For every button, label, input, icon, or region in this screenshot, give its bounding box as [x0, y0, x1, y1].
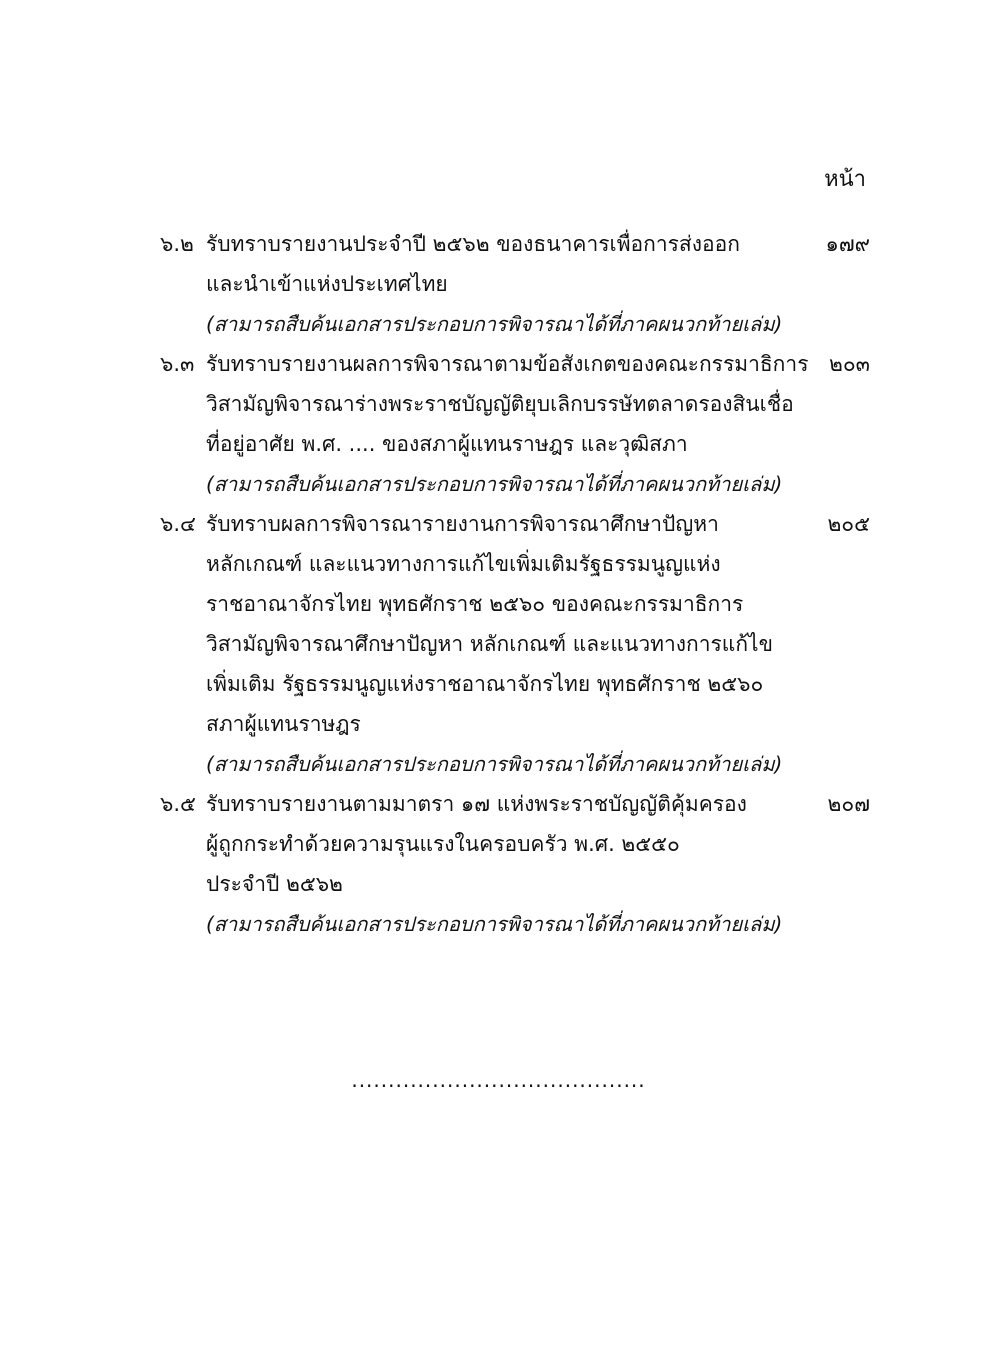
item-appendix-note: (สามารถสืบค้นเอกสารประกอบการพิจารณาได้ที่ภาคผนวกท้ายเล่ม): [206, 752, 783, 776]
item-title-line: รับทราบรายงานผลการพิจารณาตามข้อสังเกตของคณะกรรมาธิการ: [206, 352, 809, 376]
item-title-line: วิสามัญพิจารณาศึกษาปัญหา หลักเกณฑ์ และแนวทางการแก้ไข: [206, 632, 773, 656]
agenda-item-6-4: [160, 504, 870, 784]
item-title-line: ประจำปี ๒๕๖๒: [206, 872, 343, 896]
page-column-header: หน้า: [824, 167, 866, 192]
item-page-number: ๑๗๙: [825, 232, 870, 256]
item-title-line: วิสามัญพิจารณาร่างพระราชบัญญัติยุบเลิกบรรษัทตลาดรองสินเชื่อ: [206, 392, 794, 416]
item-title-line: เพิ่มเติม รัฐธรรมนูญแห่งราชอาณาจักรไทย พุทธศักราช ๒๕๖๐: [206, 672, 764, 696]
item-title-line: รับทราบรายงานประจำปี ๒๕๖๒ ของธนาคารเพื่อการส่งออก: [206, 232, 740, 256]
item-title-line: หลักเกณฑ์ และแนวทางการแก้ไขเพิ่มเติมรัฐธรรมนูญแห่ง: [206, 552, 721, 576]
item-title-line: สภาผู้แทนราษฎร: [206, 712, 361, 736]
item-page-number: ๒๐๕: [827, 512, 870, 536]
item-title-line: ราชอาณาจักรไทย พุทธศักราช ๒๕๖๐ ของคณะกรรมาธิการ: [206, 592, 744, 616]
agenda-item-6-5: [160, 784, 870, 944]
item-title-line: ที่อยู่อาศัย พ.ศ. .... ของสภาผู้แทนราษฎร และวุฒิสภา: [206, 432, 688, 456]
item-number: ๖.๔: [160, 512, 196, 536]
end-of-section-dots: ........................................: [351, 1068, 646, 1092]
item-title-line: และนำเข้าแห่งประเทศไทย: [206, 272, 448, 296]
item-page-number: ๒๐๓: [828, 352, 870, 376]
item-appendix-note: (สามารถสืบค้นเอกสารประกอบการพิจารณาได้ที่ภาคผนวกท้ายเล่ม): [206, 472, 783, 496]
item-appendix-note: (สามารถสืบค้นเอกสารประกอบการพิจารณาได้ที่ภาคผนวกท้ายเล่ม): [206, 912, 783, 936]
item-title-line: รับทราบผลการพิจารณารายงานการพิจารณาศึกษาปัญหา: [206, 512, 719, 536]
item-title-line: ผู้ถูกกระทำด้วยความรุนแรงในครอบครัว พ.ศ. ๒๕๕๐: [206, 832, 680, 856]
agenda-list: [160, 224, 870, 944]
item-title-line: รับทราบรายงานตามมาตรา ๑๗ แห่งพระราชบัญญัติคุ้มครอง: [206, 792, 747, 816]
item-number: ๖.๒: [160, 232, 194, 256]
item-number: ๖.๓: [160, 352, 195, 376]
item-page-number: ๒๐๗: [827, 792, 870, 816]
item-number: ๖.๕: [160, 792, 196, 816]
agenda-item-6-3: [160, 344, 870, 504]
item-appendix-note: (สามารถสืบค้นเอกสารประกอบการพิจารณาได้ที่ภาคผนวกท้ายเล่ม): [206, 312, 783, 336]
agenda-item-6-2: [160, 224, 870, 344]
